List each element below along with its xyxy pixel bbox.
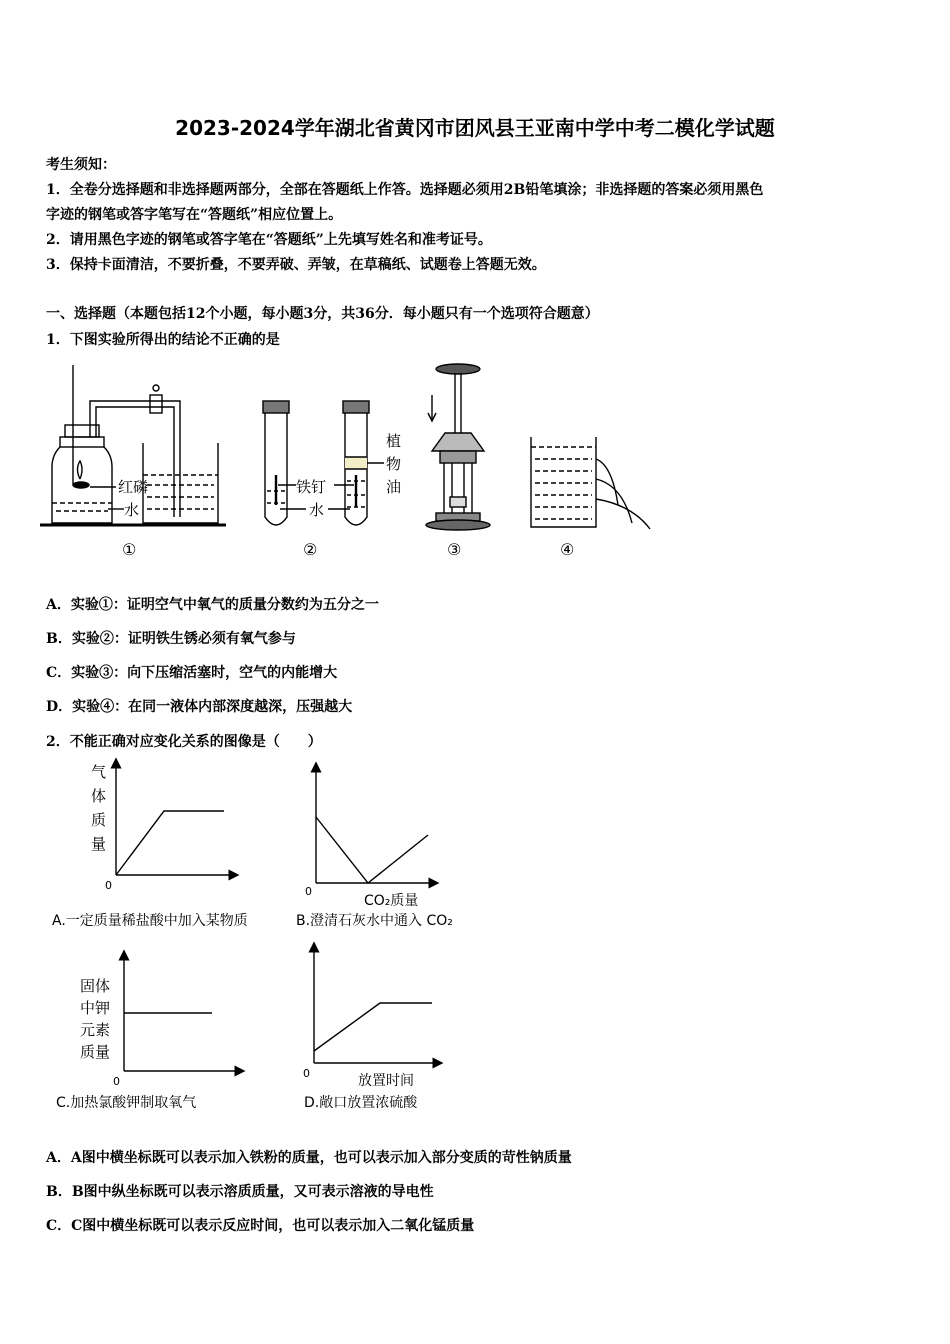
experiment-label-2: ② [303, 540, 318, 559]
graph-a [116, 763, 234, 875]
notice-line-1b: 字迹的钢笔或答字笔写在“答题纸”相应位置上。 [46, 207, 343, 223]
label-water-2: 水 [309, 501, 325, 519]
graph-c-caption: C.加热氯酸钾制取氧气 [56, 1095, 197, 1111]
graph-a-ylabel-2: 体 [91, 787, 107, 805]
q1-option-c: C．实验③：向下压缩活塞时，空气的内能增大 [46, 665, 338, 681]
label-oil-1: 植 [386, 432, 402, 450]
graph-c-ylabel-3: 元素 [80, 1021, 111, 1039]
graph-d [314, 947, 438, 1063]
question-2-stem: 2．不能正确对应变化关系的图像是（ ） [46, 734, 322, 750]
graph-a-caption: A.一定质量稀盐酸中加入某物质 [52, 913, 248, 929]
notice-line-2: 2．请用黑色字迹的钢笔或答字笔在“答题纸”上先填写姓名和准考证号。 [46, 232, 492, 248]
page-title: 2023-2024学年湖北省黄冈市团风县王亚南中学中考二模化学试题 [175, 116, 775, 140]
graph-b [316, 767, 434, 883]
label-oil-2: 物 [386, 455, 402, 473]
graph-d-xlabel: 放置时间 [358, 1073, 414, 1089]
q1-option-a: A．实验①：证明空气中氧气的质量分数约为五分之一 [46, 597, 379, 613]
graph-b-origin: 0 [305, 885, 312, 898]
graphs-figure [0, 755, 950, 1125]
experiment-label-3: ③ [447, 540, 462, 559]
graph-a-ylabel-1: 气 [91, 763, 107, 781]
graph-a-ylabel-3: 质 [91, 811, 107, 829]
experiment-3-apparatus [426, 364, 490, 530]
notice-line-1a: 1．全卷分选择题和非选择题两部分，全部在答题纸上作答。选择题必须用2B铅笔填涂；非选择题的答案必须用黑色 [46, 182, 764, 198]
graph-a-ylabel-4: 量 [91, 835, 107, 853]
graph-c-ylabel-2: 中钾 [80, 999, 111, 1017]
experiment-4-apparatus [531, 437, 650, 529]
graph-b-caption: B.澄清石灰水中通入 CO₂ [296, 913, 453, 929]
graph-c-ylabel-4: 质量 [80, 1043, 111, 1061]
q2-option-a: A．A图中横坐标既可以表示加入铁粉的质量，也可以表示加入部分变质的苛性钠质量 [46, 1150, 572, 1166]
question-1-stem: 1．下图实验所得出的结论不正确的是 [46, 332, 280, 348]
graph-a-line [116, 811, 224, 875]
experiment-figure [0, 355, 950, 570]
graph-d-caption: D.敞口放置浓硫酸 [304, 1095, 418, 1111]
notice-line-3: 3．保持卡面清洁，不要折叠，不要弄破、弄皱，在草稿纸、试题卷上答题无效。 [46, 257, 546, 273]
graph-d-line [314, 1003, 432, 1051]
experiment-label-4: ④ [560, 540, 575, 559]
label-water-1: 水 [124, 501, 140, 519]
q2-option-b: B．B图中纵坐标既可以表示溶质质量，又可表示溶液的导电性 [46, 1184, 434, 1200]
graph-c [124, 955, 240, 1071]
q2-option-c: C．C图中横坐标既可以表示反应时间，也可以表示加入二氧化锰质量 [46, 1218, 475, 1234]
label-red-phosphorus: 红磷 [118, 478, 149, 496]
graph-b-line [316, 817, 428, 883]
graph-a-origin: 0 [105, 879, 112, 892]
label-iron-nail: 铁钉 [296, 478, 327, 496]
q1-option-d: D．实验④：在同一液体内部深度越深，压强越大 [46, 699, 353, 715]
graph-d-origin: 0 [303, 1067, 310, 1080]
notice-heading: 考生须知： [46, 157, 116, 173]
graph-c-ylabel-1: 固体 [80, 977, 111, 995]
graph-b-xlabel: CO₂质量 [364, 893, 419, 909]
q1-option-b: B．实验②：证明铁生锈必须有氧气参与 [46, 631, 296, 647]
experiment-label-1: ① [122, 540, 137, 559]
graph-c-origin: 0 [113, 1075, 120, 1088]
label-oil-3: 油 [386, 478, 402, 496]
section-heading: 一、选择题（本题包括12个小题，每小题3分，共36分．每小题只有一个选项符合题意） [46, 306, 599, 322]
